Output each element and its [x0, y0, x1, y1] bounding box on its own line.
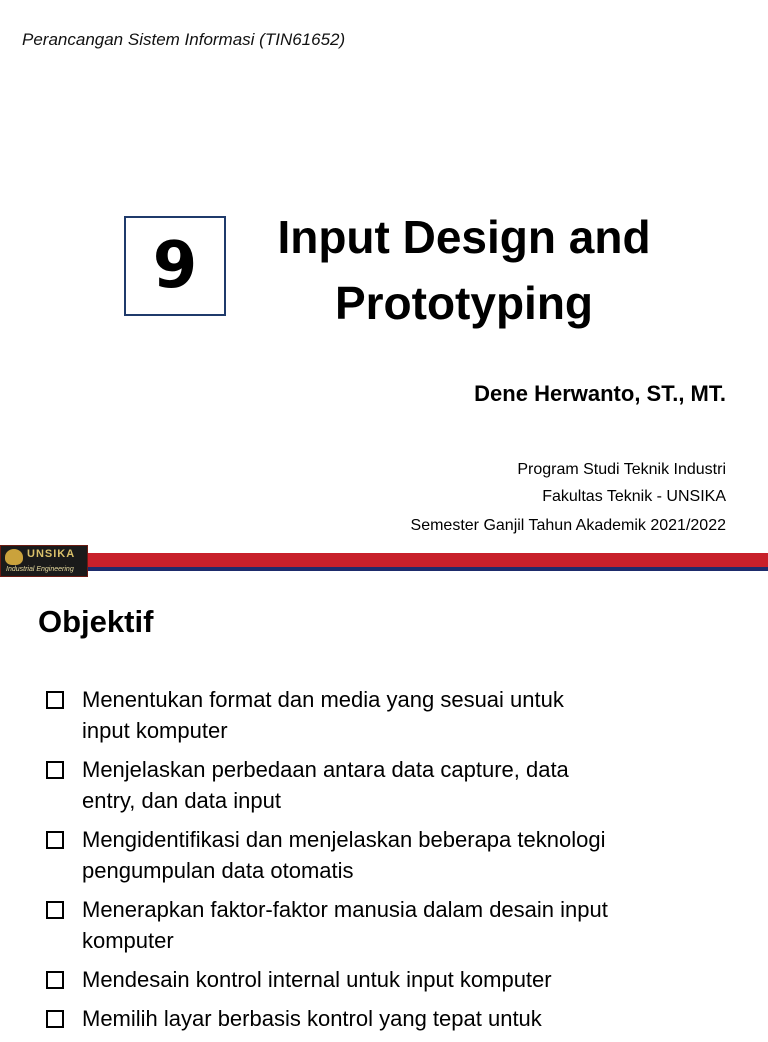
checkbox-bullet-icon: [46, 901, 64, 919]
unsika-logo: [0, 545, 88, 577]
list-item: [44, 1003, 704, 1034]
list-item: [44, 684, 704, 746]
divider-band-red: [88, 553, 768, 567]
list-item-line-1: Mengidentifikasi dan menjelaskan beberapa teknologi: [82, 827, 606, 852]
checkbox-bullet-icon: [46, 691, 64, 709]
list-item: [44, 824, 704, 886]
chapter-number: 9: [152, 229, 198, 303]
checkbox-bullet-icon: [46, 971, 64, 989]
list-item: [44, 754, 704, 816]
course-label: Perancangan Sistem Informasi (TIN61652): [22, 30, 346, 49]
list-item-line-2: input komputer: [82, 718, 228, 743]
list-item-line-1: Menerapkan faktor-faktor manusia dalam desain input: [82, 897, 608, 922]
checkbox-bullet-icon: [46, 831, 64, 849]
logo-wordmark: UNSIKA: [27, 548, 76, 560]
affiliation: [517, 456, 726, 510]
list-item: [44, 894, 704, 956]
list-item-line-1: Menentukan format dan media yang sesuai untuk: [82, 687, 564, 712]
section-title: Objektif: [38, 604, 154, 639]
checkbox-bullet-icon: [46, 761, 64, 779]
checkbox-bullet-icon: [46, 1010, 64, 1028]
objectives-list: [44, 684, 704, 1042]
list-item-line-1: Memilih layar berbasis kontrol yang tepat untuk: [82, 1006, 542, 1031]
faculty-name: Fakultas Teknik - UNSIKA: [542, 488, 726, 505]
list-item: [44, 964, 704, 995]
slide-title-line-1: Input Design and: [277, 211, 651, 263]
list-item-line-2: pengumpulan data otomatis: [82, 858, 354, 883]
logo-emblem-icon: [5, 549, 23, 565]
slide-title-line-2: Prototyping: [334, 277, 594, 329]
chapter-number-box: [124, 216, 226, 316]
logo-subtitle: Industrial Engineering: [6, 566, 74, 573]
divider-band-navy: [88, 567, 768, 571]
semester-label: Semester Ganjil Tahun Akademik 2021/2022: [410, 517, 726, 534]
list-item-line-2: komputer: [82, 928, 174, 953]
program-name: Program Studi Teknik Industri: [517, 461, 726, 478]
list-item-line-2: entry, dan data input: [82, 788, 281, 813]
list-item-line-1: Menjelaskan perbedaan antara data capture, data: [82, 757, 569, 782]
author-name: Dene Herwanto, ST., MT.: [474, 381, 726, 406]
slide-title: [236, 204, 692, 336]
list-item-line-1: Mendesain kontrol internal untuk input komputer: [82, 967, 552, 992]
